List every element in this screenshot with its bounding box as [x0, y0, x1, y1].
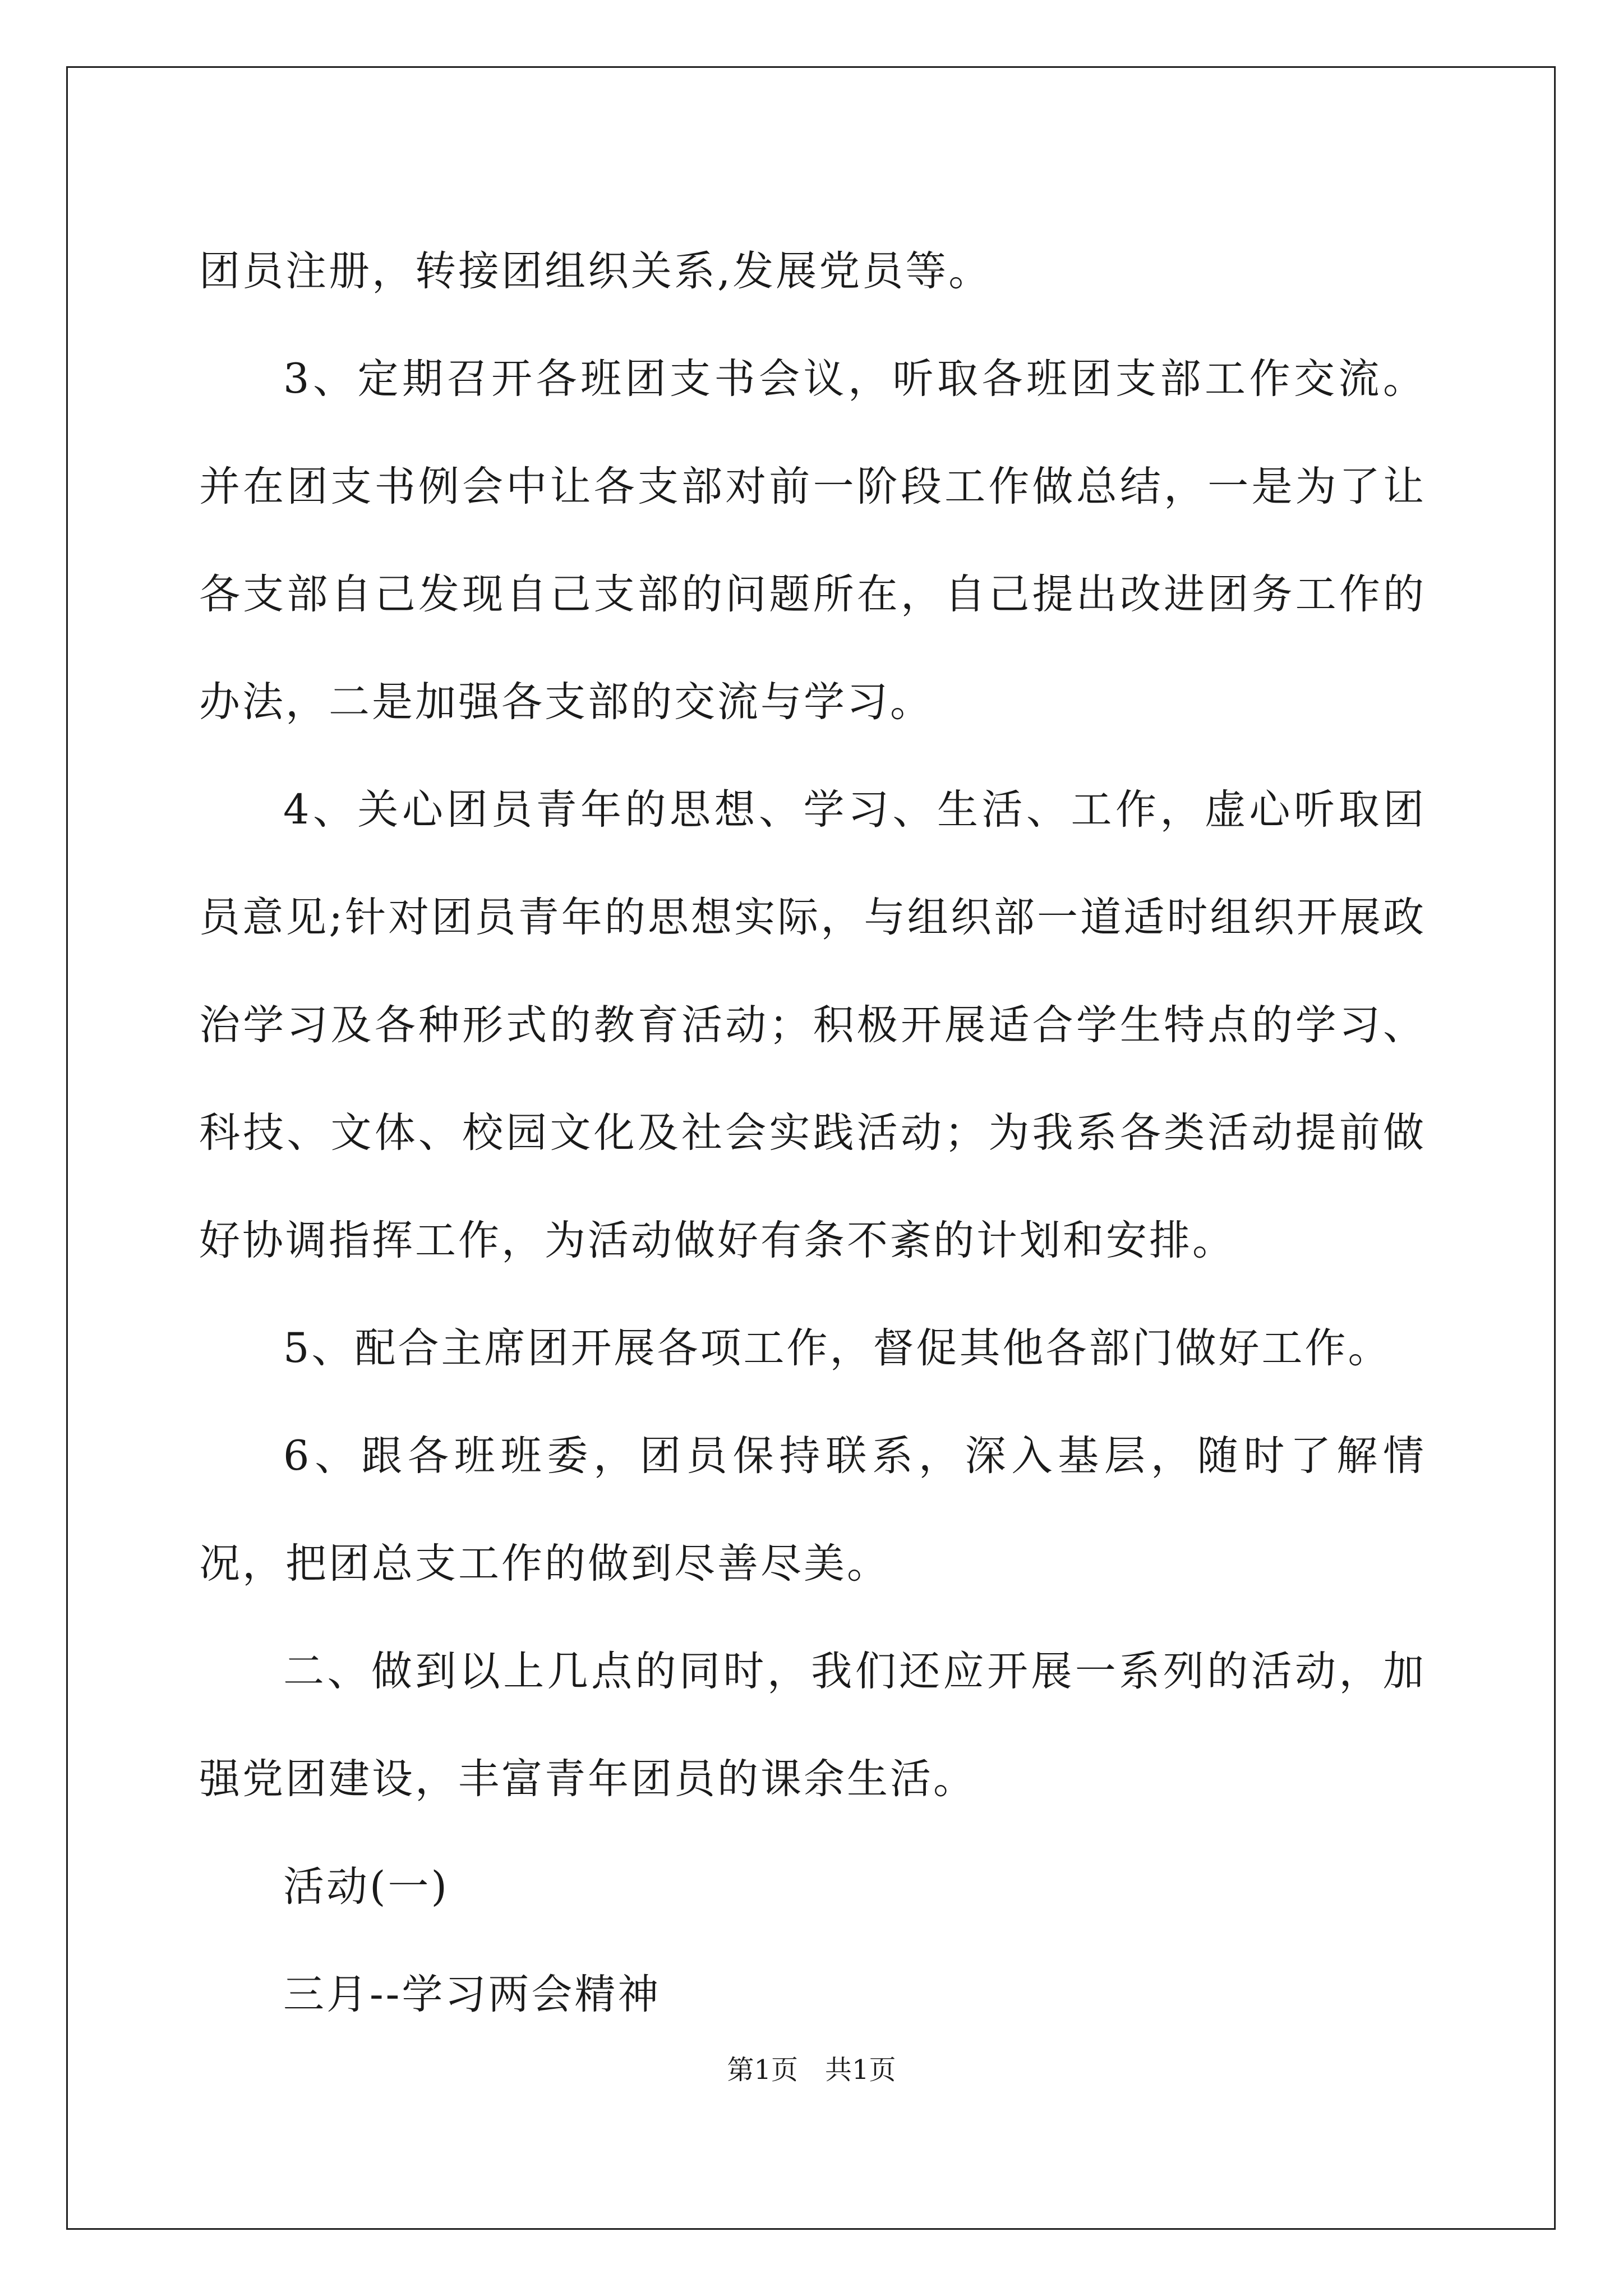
paragraph-item-6: 6、跟各班班委，团员保持联系，深入基层，随时了解情况，把团总支工作的做到尽善尽美。 [199, 1432, 1426, 1588]
document-body [199, 218, 1426, 2049]
page-footer [0, 2053, 1623, 2087]
paragraph-continuation: 团员注册，转接团组织关系,发展党员等。 [199, 247, 992, 295]
activity-heading: 活动(一) [283, 1863, 449, 1911]
paragraph-section-two: 二、做到以上几点的同时，我们还应开展一系列的活动，加强党团建设，丰富青年团员的课余生活。 [199, 1648, 1426, 1803]
paragraph-item-4: 4、关心团员青年的思想、学习、生活、工作，虚心听取团员意见;针对团员青年的思想实际，与组织部一道适时组织开展政治学习及各种形式的教育活动；积极开展适合学生特点的学习、科技、文体、校园文化及社会实践活动；为我系各类活动提前做好协调指挥工作，为活动做好有条不紊的计划和安排。 [199, 786, 1426, 1264]
paragraph-item-3: 3、定期召开各班团支书会议，听取各班团支部工作交流。并在团支书例会中让各支部对前一阶段工作做总结，一是为了让各支部自己发现自己支部的问题所在，自己提出改进团务工作的办法，二是加强各支部的交流与学习。 [199, 355, 1426, 726]
page-number: 第1页 [727, 2054, 798, 2086]
paragraph-item-5: 5、配合主席团开展各项工作，督促其他各部门做好工作。 [283, 1324, 1391, 1372]
page-total: 共1页 [825, 2054, 896, 2086]
activity-march: 三月--学习两会精神 [283, 1971, 661, 2018]
